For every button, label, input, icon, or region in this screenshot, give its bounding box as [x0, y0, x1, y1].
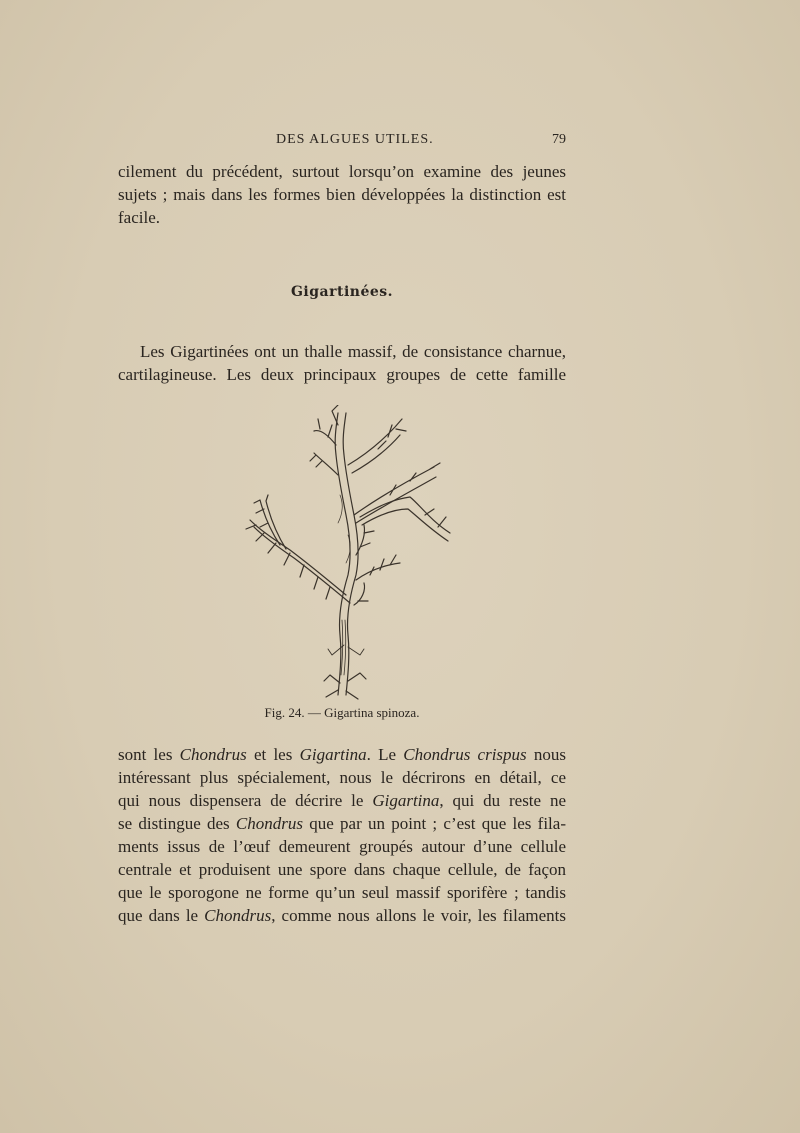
text-line: qui nous dispensera de décrire le Gigartina, qui du reste ne [118, 791, 566, 810]
text-line: cartilagineuse. Les deux principaux groupes de cette famille [118, 365, 566, 384]
running-title: DES ALGUES UTILES. [276, 132, 434, 147]
text-line: intéressant plus spécialement, nous le décrirons en détail, ce [118, 768, 566, 787]
text-line: sont les Chondrus et les Gigartina. Le Chondrus crispus nous [118, 745, 566, 764]
text-line: sujets ; mais dans les formes bien développées la distinction est [118, 185, 566, 204]
text-line: se distingue des Chondrus que par un point ; c’est que les fila- [118, 814, 566, 833]
text-line: que dans le Chondrus, comme nous allons le voir, les filaments [118, 906, 566, 925]
text-line: que le sporogone ne forme qu’un seul massif sporifère ; tandis [118, 883, 566, 902]
paragraph-2 [118, 340, 566, 386]
section-heading: Gigartinées. [290, 284, 394, 300]
text-line: facile. [118, 208, 160, 227]
paragraph-3 [118, 743, 566, 927]
text-line: ments issus de l’œuf demeurent groupés autour d’une cellule [118, 837, 566, 856]
seaweed-illustration [220, 405, 470, 700]
text-line: cilement du précédent, surtout lorsqu’on examine des jeunes [118, 162, 566, 181]
paragraph-1 [118, 160, 566, 229]
text-line: centrale et produisent une spore dans chaque cellule, de façon [118, 860, 566, 879]
figure-caption: Fig. 24. — Gigartina spinoza. [264, 705, 420, 720]
page-number: 79 [552, 132, 566, 147]
text-line: Les Gigartinées ont un thalle massif, de consistance charnue, [140, 342, 566, 361]
running-head [118, 132, 566, 152]
